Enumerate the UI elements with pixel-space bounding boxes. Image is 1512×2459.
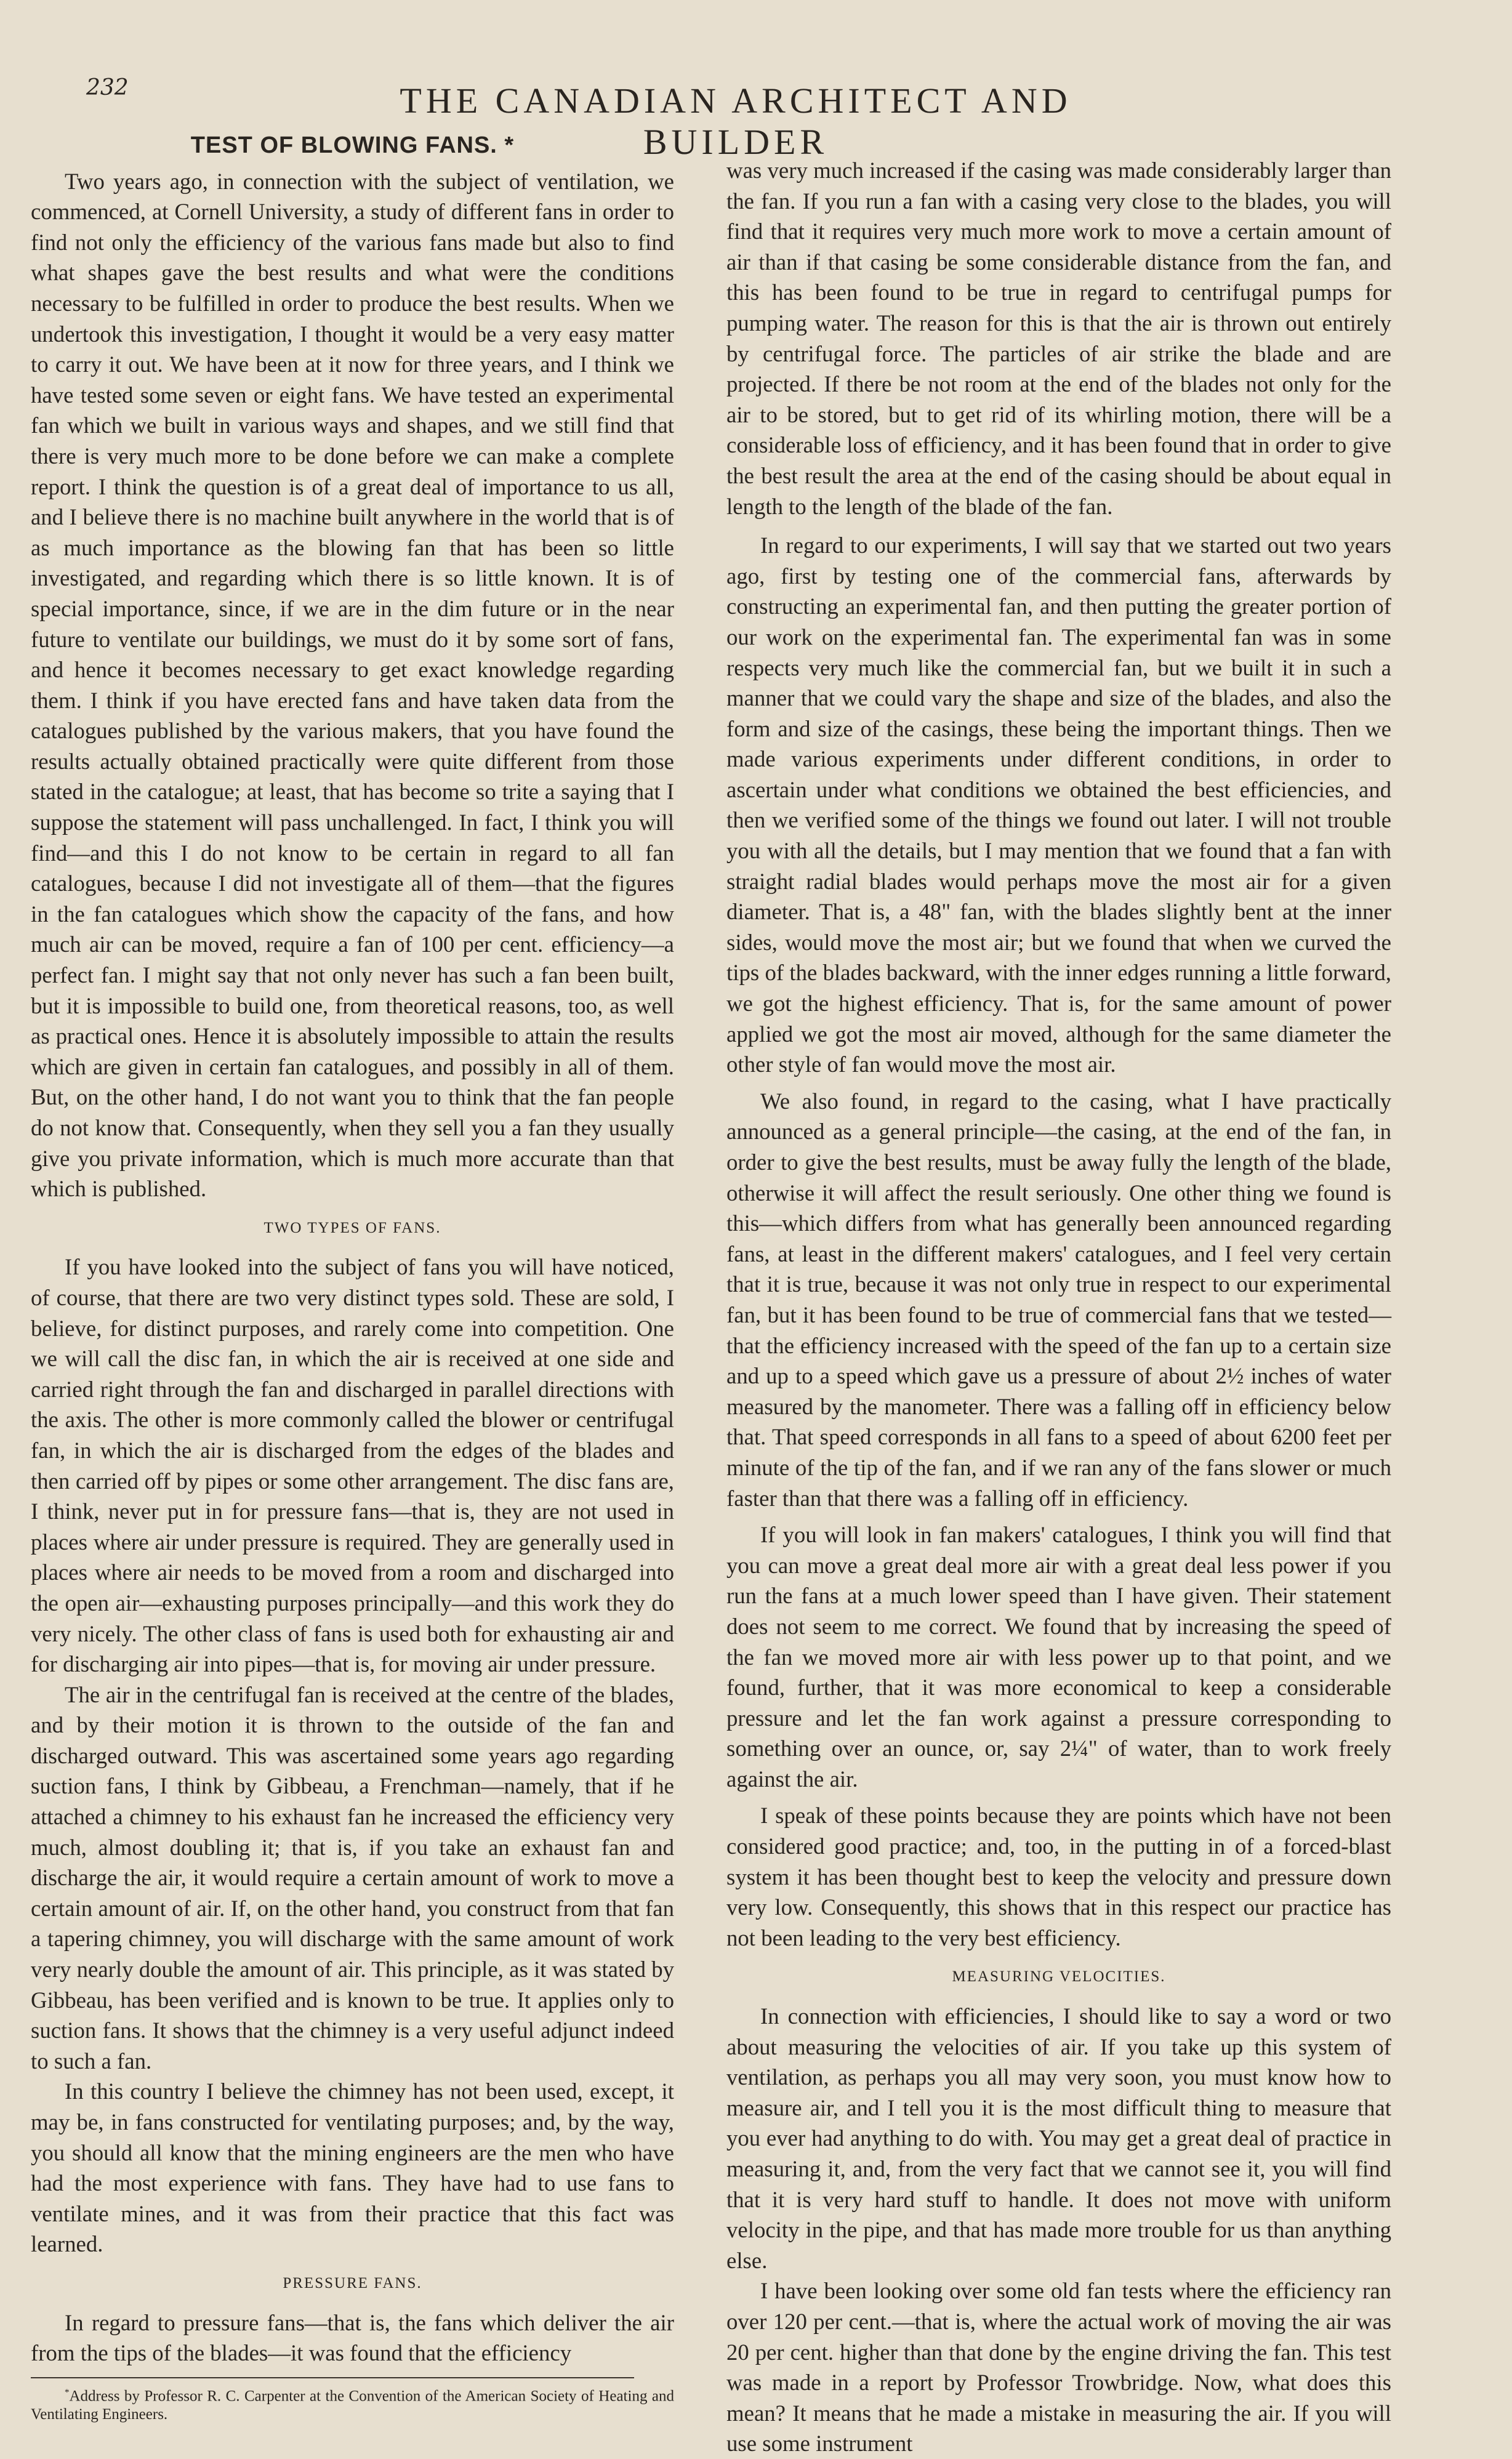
left-column (31, 131, 674, 2424)
paragraph-also-found: We also found, in regard to the casing, what I have practically announced as a general principle—the casing, at the end of the fan, in order to give the best results, must be away fully the length of the blade, otherwise it will affect the result seriously. One other thing we found is this—which differs from what has generally been announced regarding fans, at least in the different makers' catalogues, and I feel very certain that it is true, because it was not only true in respect to our experimental fan, but it has been found to be true of commercial fans that we tested—that the efficiency increased with the speed of the fan up to a certain size and up to a speed which gave us a pressure of about 2½ inches of water measured by the manometer. There was a falling off in efficiency below that. That speed corresponds in all fans to a speed of about 6200 feet per minute of the tip of the fan, and if we ran any of the fans slower or much faster than that there was a falling off in efficiency. (726, 1088, 1391, 1511)
article-title: TEST OF BLOWING FANS. * (190, 132, 515, 158)
paragraph-catalogues: If you will look in fan makers' catalogues, I think you will find that you can move a great deal more air with a great deal less power if you run the fans at a much lower speed than I have given. Their statement does not seem to me correct. We found that by increasing the speed of the fan we moved more air with less power up to that point, and we found, further, that it was more economical to keep a considerable pressure and let the fan work against a pressure corresponding to something over an ounce, or, say 2¼" of water, than to work freely against the air. (726, 1522, 1391, 1792)
paragraph-measuring-2: I have been looking over some old fan tests where the efficiency ran over 120 per cent.—that is, where the actual work of moving the air was 20 per cent. higher than that done by the engine driving the fan. This test was made in a report by Professor Trowbridge. Now, what does this mean? It means that he made a mistake in measuring the air. If you will use some instrument (726, 2278, 1391, 2457)
paragraph-speak: I speak of these points because they are points which have not been considered good practice; and, too, in the putting in of a forced-blast system it has been thought best to keep the velocity and pressure down very low. Consequently, this shows that in this respect our practice has not been leading to the very best efficiency. (726, 1803, 1391, 1950)
section-heading-two-types: TWO TYPES OF FANS. (263, 1219, 441, 1236)
section-heading-measuring: MEASURING VELOCITIES. (952, 1968, 1166, 1986)
footnote-marker: * (65, 2387, 70, 2397)
running-head: THE CANADIAN ARCHITECT AND BUILDER (400, 81, 1072, 162)
right-column (726, 155, 1391, 2459)
section-heading-pressure: PRESSURE FANS. (283, 2274, 422, 2292)
page-number: 232 (86, 75, 129, 100)
footnote (31, 2383, 674, 2424)
paragraph-experiments: In regard to our experiments, I will say that we started out two years ago, first by testing one of the commercial fans, afterwards by constructing an experimental fan, and then putting the greater portion of our work on the experimental fan. The experimental fan was in some respects very much like the commercial fan, but we built it in such a manner that we could vary the shape and size of the blades, and also the form and size of the casings, these being the important things. Then we made various experiments under different conditions, in order to ascertain under what conditions we obtained the best efficiencies, and then we verified some of the things we found out later. I will not trouble you with all the details, but I may mention that we found that a fan with straight radial blades would perhaps move the most air for a given diameter. That is, a 48" fan, with the blades slightly bent at the inner sides, would move the most air; but we found that when we curved the tips of the blades backward, with the inner edges running a little forward, we got the highest efficiency. That is, for the same amount of power applied we got the most air moved, although for the same diameter the other style of fan would move the most air. (726, 533, 1391, 1077)
footnote-rule (31, 2377, 634, 2378)
paragraph-intro: Two years ago, in connection with the subject of ventilation, we commenced, at Cornell University, a study of different fans in order to find not only the efficiency of the various fans made but also to find what shapes gave the best results and what were the conditions necessary to be fulfilled in order to produce the best results. When we undertook this investigation, I thought it would be a very easy matter to carry it out. We have been at it now for three years, and I think we have tested some seven or eight fans. We have tested an experimental fan which we built in various ways and shapes, and we still find that there is very much more to be done before we can make a complete report. I think the question is of a great deal of importance to us all, and I believe there is no machine built anywhere in the world that is of as much importance as the blowing fan that has been so little investigated, and regarding which there is so little known. It is of special importance, since, if we are in the dim future or in the near future to ventilate our buildings, we must do it by some sort of fans, and hence it becomes necessary to get exact knowledge regarding them. I think if you have erected fans and have taken data from the catalogues published by the various makers, that you have found the results actually obtained practically were quite different from those stated in the catalogue; at least, that has become so trite a saying that I suppose the statement will pass unchallenged. In fact, I think you will find—and this I do not know to be certain in regard to all fan catalogues, because I did not investigate all of them—that the figures in the fan catalogues which show the capacity of the fans, and how much air can be moved, require a fan of 100 per cent. efficiency—a perfect fan. I might say that not only never has such a fan been built, but it is impossible to build one, from theoretical reasons, too, as well as practical ones. Hence it is absolutely impossible to attain the results which are given in certain fan catalogues, and possibly in all of them. But, on the other hand, I do not want you to think that the fan people do not know that. Consequently, when they sell you a fan they usually give you private information, which is much more accurate than that which is published. (31, 168, 674, 1202)
footnote-text: Address by Professor R. C. Carpenter at the Convention of the American Society of Heating and Ventilating Engineers. (31, 2388, 674, 2423)
paragraph-two-types-3: In this country I believe the chimney has not been used, except, it may be, in fans constructed for ventilating purposes; and, by the way, you should all know that the mining engineers are the men who have had the most experience with fans. They have had to use fans to ventilate mines, and it was from their practice that this fact was learned. (31, 2079, 674, 2257)
paragraph-measuring-1: In connection with efficiencies, I should like to say a word or two about measuring the velocities of air. If you take up this system of ventilation, as perhaps you all may very soon, you must know how to measure air, and I tell you it is the most difficult thing to measure that you ever had anything to do with. You may get a great deal of practice in measuring it, and, from the very fact that we cannot see it, you will find that it is very hard stuff to handle. It does not move with uniform velocity in the pipe, and that has made more trouble for us than anything else. (726, 2003, 1391, 2273)
paragraph-pressure-1: In regard to pressure fans—that is, the fans which deliver the air from the tips of the blades—it was found that the efficiency (31, 2309, 674, 2366)
paragraph-casing: was very much increased if the casing was made considerably larger than the fan. If you run a fan with a casing very close to the blades, you will find that it requires very much more work to move a certain amount of air than if that casing be some considerable distance from the fan, and this has been found to be true in regard to centrifugal pumps for pumping water. The reason for this is that the air is thrown out entirely by centrifugal force. The particles of air strike the blade and are projected. If there be not room at the end of the blades not only for the air to be stored, but to get rid of its whirling motion, there will be a considerable loss of efficiency, and it has been found that in order to give the best result the area at the end of the casing should be about equal in length to the length of the blade of the fan. (726, 158, 1391, 519)
paragraph-two-types-1: If you have looked into the subject of fans you will have noticed, of course, that there are two very distinct types sold. These are sold, I believe, for distinct purposes, and rarely come into competition. One we will call the disc fan, in which the air is received at one side and carried right through the fan and discharged in parallel directions with the axis. The other is more commonly called the blower or centrifugal fan, in which the air is discharged from the edges of the blades and then carried off by pipes or some other arrangement. The disc fans are, I think, never put in for pressure fans—that is, they are not used in places where air under pressure is required. They are generally used in places where air needs to be moved from a room and discharged into the open air—exhausting purposes principally—and this work they do very nicely. The other class of fans is used both for exhausting air and for discharging air into pipes—that is, for moving air under pressure. (31, 1254, 674, 1677)
paragraph-two-types-2: The air in the centrifugal fan is received at the centre of the blades, and by their motion it is thrown to the outside of the fan and discharged outward. This was ascertained some years ago regarding suction fans, I think by Gibbeau, a Frenchman—namely, that if he attached a chimney to his exhaust fan he increased the efficiency very much, almost doubling it; that is, if you take an exhaust fan and discharge the air, it would require a certain amount of work to move a certain amount of air. If, on the other hand, you construct from that fan a tapering chimney, you will discharge with the same amount of work very nearly double the amount of air. This principle, as it was stated by Gibbeau, has been verified and is known to be true. It applies only to suction fans. It shows that the chimney is a very useful adjunct indeed to such a fan. (31, 1681, 674, 2074)
